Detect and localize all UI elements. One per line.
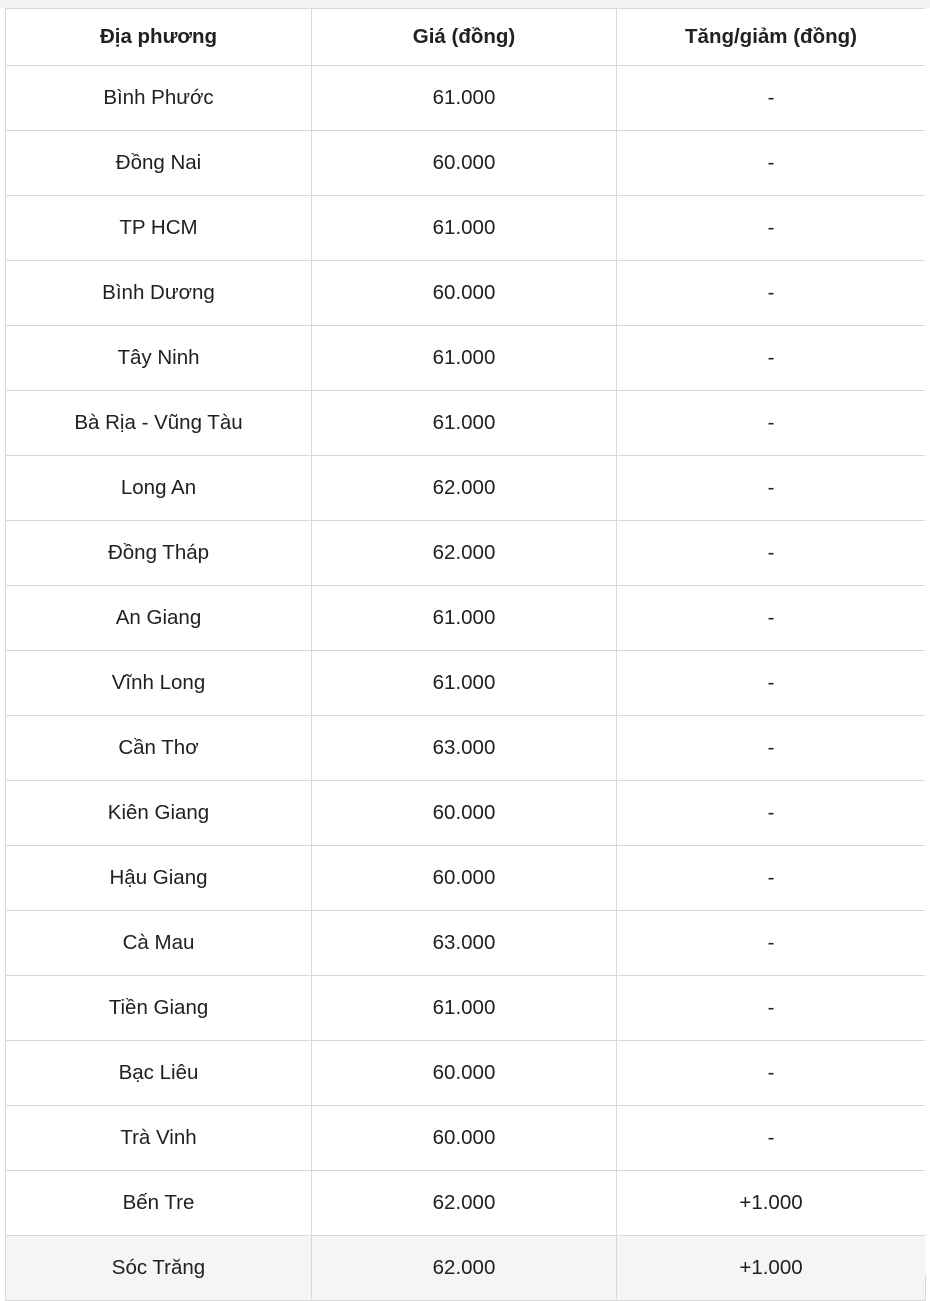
cell-change: - — [617, 716, 926, 781]
cell-change: - — [617, 781, 926, 846]
cell-price: 60.000 — [312, 781, 617, 846]
price-table — [5, 8, 926, 1301]
cell-price: 60.000 — [312, 131, 617, 196]
cell-location: Bình Phước — [6, 66, 312, 131]
table-row — [6, 1171, 926, 1236]
table-row — [6, 196, 926, 261]
table-row — [6, 1236, 926, 1301]
table-row — [6, 781, 926, 846]
price-table-container — [0, 8, 930, 1301]
table-row — [6, 456, 926, 521]
cell-change: - — [617, 651, 926, 716]
cell-price: 61.000 — [312, 196, 617, 261]
cell-change: - — [617, 66, 926, 131]
cell-price: 62.000 — [312, 1236, 617, 1301]
cell-location: Vĩnh Long — [6, 651, 312, 716]
cell-price: 63.000 — [312, 716, 617, 781]
cell-change: - — [617, 846, 926, 911]
cell-location: Kiên Giang — [6, 781, 312, 846]
cell-price: 62.000 — [312, 456, 617, 521]
cell-change: - — [617, 196, 926, 261]
cell-location: TP HCM — [6, 196, 312, 261]
cell-location: Đồng Nai — [6, 131, 312, 196]
table-header-row — [6, 9, 926, 66]
table-row — [6, 1106, 926, 1171]
cell-location: An Giang — [6, 586, 312, 651]
table-row — [6, 261, 926, 326]
cell-price: 62.000 — [312, 1171, 617, 1236]
cell-price: 60.000 — [312, 1041, 617, 1106]
table-row — [6, 651, 926, 716]
cell-change: - — [617, 911, 926, 976]
cell-price: 61.000 — [312, 391, 617, 456]
cell-location: Bến Tre — [6, 1171, 312, 1236]
table-row — [6, 131, 926, 196]
cell-change: - — [617, 131, 926, 196]
table-row — [6, 66, 926, 131]
cell-change: - — [617, 261, 926, 326]
cell-location: Tây Ninh — [6, 326, 312, 391]
cell-price: 61.000 — [312, 651, 617, 716]
table-row — [6, 391, 926, 456]
cell-location: Long An — [6, 456, 312, 521]
cell-location: Bạc Liêu — [6, 1041, 312, 1106]
cell-price: 60.000 — [312, 846, 617, 911]
table-header — [6, 9, 926, 66]
table-row — [6, 716, 926, 781]
cell-price: 61.000 — [312, 326, 617, 391]
cell-location: Bà Rịa - Vũng Tàu — [6, 391, 312, 456]
table-row — [6, 1041, 926, 1106]
table-row — [6, 976, 926, 1041]
cell-change: +1.000 — [617, 1171, 926, 1236]
table-row — [6, 911, 926, 976]
cell-price: 62.000 — [312, 521, 617, 586]
cell-location: Hậu Giang — [6, 846, 312, 911]
table-body — [6, 66, 926, 1301]
column-header-price: Giá (đồng) — [312, 9, 617, 66]
cell-location: Bình Dương — [6, 261, 312, 326]
right-page-margin — [925, 8, 930, 1274]
column-header-change: Tăng/giảm (đồng) — [617, 9, 926, 66]
cell-price: 60.000 — [312, 1106, 617, 1171]
cell-location: Cần Thơ — [6, 716, 312, 781]
cell-change: - — [617, 1041, 926, 1106]
cell-change: - — [617, 326, 926, 391]
left-page-margin — [0, 8, 5, 1274]
table-row — [6, 846, 926, 911]
cell-change: +1.000 — [617, 1236, 926, 1301]
cell-price: 61.000 — [312, 586, 617, 651]
cell-price: 61.000 — [312, 66, 617, 131]
table-row — [6, 586, 926, 651]
cell-change: - — [617, 1106, 926, 1171]
table-row — [6, 326, 926, 391]
cell-change: - — [617, 456, 926, 521]
cell-change: - — [617, 586, 926, 651]
cell-change: - — [617, 976, 926, 1041]
cell-location: Đồng Tháp — [6, 521, 312, 586]
cell-location: Cà Mau — [6, 911, 312, 976]
cell-price: 60.000 — [312, 261, 617, 326]
column-header-location: Địa phương — [6, 9, 312, 66]
cell-change: - — [617, 391, 926, 456]
cell-price: 61.000 — [312, 976, 617, 1041]
table-row — [6, 521, 926, 586]
cell-change: - — [617, 521, 926, 586]
cell-location: Trà Vinh — [6, 1106, 312, 1171]
cell-location: Sóc Trăng — [6, 1236, 312, 1301]
cell-location: Tiền Giang — [6, 976, 312, 1041]
cell-price: 63.000 — [312, 911, 617, 976]
